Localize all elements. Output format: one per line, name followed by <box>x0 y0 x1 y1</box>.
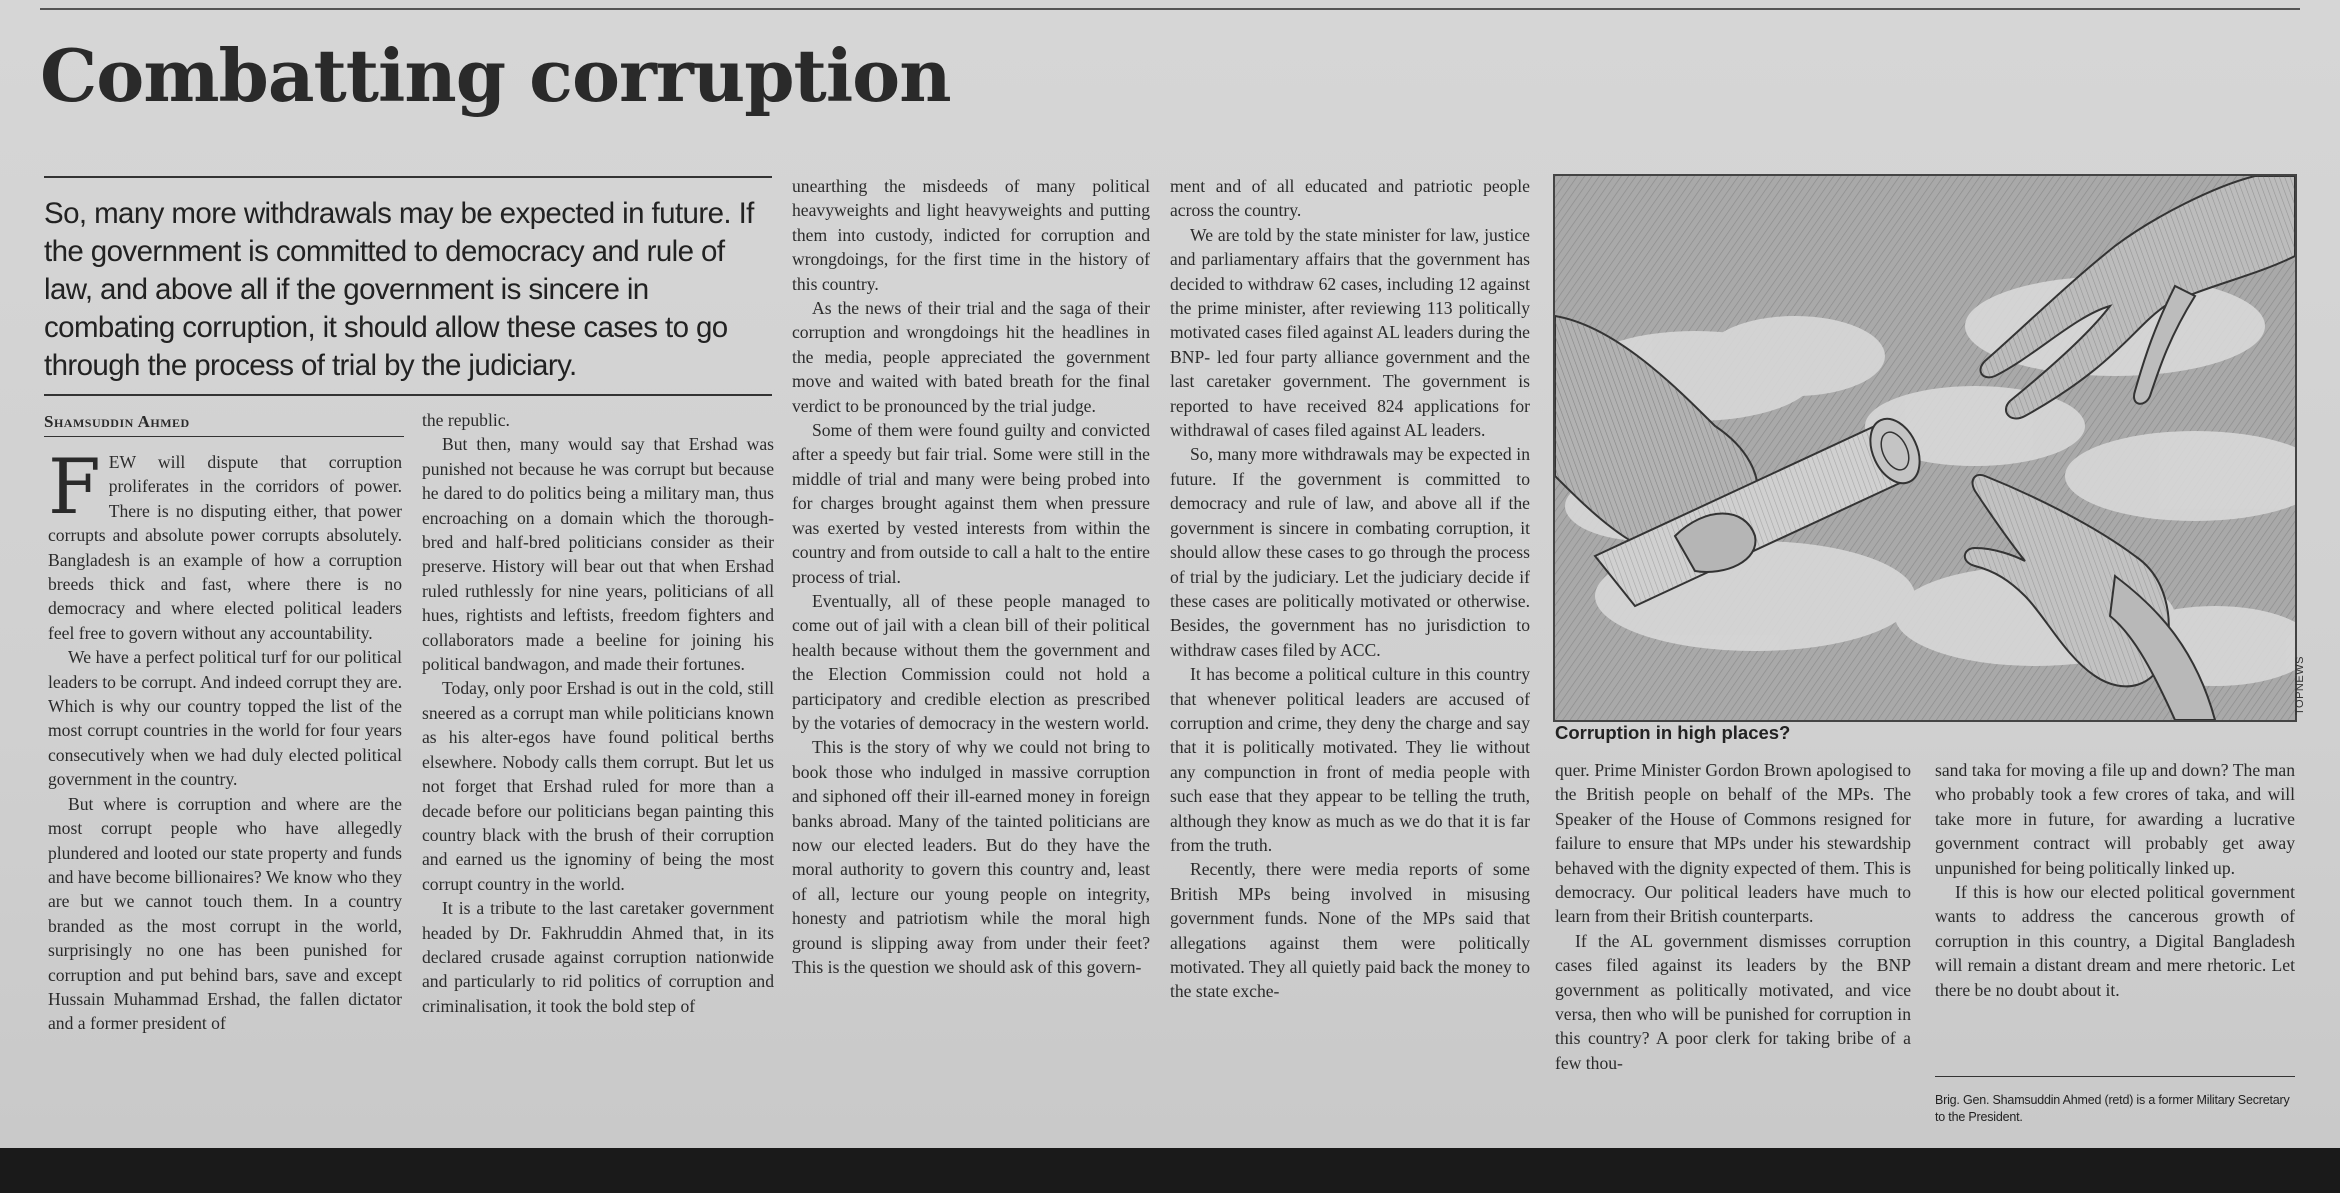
paragraph: But then, many would say that Ershad was punished not because he was corrupt but because he dared to do politics being a military man, thus encroaching on a domain which the thorough-bred and half-bred politicians consider as their preserve. History will bear out that when Ershad ruled ruthlessly for nine years, politicians of all hues, rightists and leftists, freedom fighters and collaborators made a beeline for joining his political bandwagon, and made their fortunes. <box>422 434 774 675</box>
paragraph <box>48 450 402 645</box>
paragraph: Eventually, all of these people managed to come out of jail with a clean bill of their political health because without them the government and the Election Commission could not hold a participatory and credible election as prescribed by the votaries of democracy in the western world. <box>792 590 1150 733</box>
paragraph: This is the story of why we could not bring to book those who indulged in massive corruption and siphoned off their ill-earned money in foreign banks abroad. Many of the tainted politicians are now our elected leaders. But do they have the moral authority to govern this country and, least of all, lecture our young people on integrity, honesty and patriotism while the moral high ground is slipping away from under their feet? This is the question we should ask of this govern- <box>792 737 1150 977</box>
article-column-6 <box>1935 758 2295 1058</box>
paragraph: Recently, there were media reports of some British MPs being involved in misusing government funds. None of the MPs said that allegations against them were politically motivated. They all quietly paid back the money to the state exche- <box>1170 859 1530 1002</box>
bio-rule <box>1935 1076 2295 1077</box>
article-column-4 <box>1170 174 1530 1130</box>
paragraph: Today, only poor Ershad is out in the cold, still sneered as a corrupt man while politicians known as his alter-egos have found political berths elsewhere. Nobody calls them corrupt. But let us not forget that Ershad ruled for more than a decade before our politicians began painting this country black with the brush of their corruption and earned us the ignominy of being the most corrupt country in the world. <box>422 678 774 894</box>
paragraph: sand taka for moving a file up and down? The man who probably took a few crores of taka, and will take more in future, for awarding a lucrative government contract will probably get away unpunished for being politically linked up. <box>1935 760 2295 878</box>
article-column-3 <box>792 174 1150 1130</box>
author-bio: Brig. Gen. Shamsuddin Ahmed (retd) is a former Military Secretary to the President. <box>1935 1093 2290 1124</box>
drop-cap: F <box>48 450 101 531</box>
top-rule <box>40 8 2300 10</box>
article-column-2 <box>422 408 774 1130</box>
pullquote: So, many more withdrawals may be expected in future. If the government is committed to democracy and rule of law, and above all if the government is sincere in combating corruption, it should allow these cases to go through the process of trial by the judiciary. <box>44 197 754 382</box>
pullquote-top-rule <box>44 176 772 178</box>
paragraph: If the AL government dismisses corruption cases filed against its leaders by the BNP government as politically motivated, and vice versa, then who will be punished for corruption in this country? A poor clerk for taking bribe of a few thou- <box>1555 930 1911 1073</box>
paragraph: Some of them were found guilty and convicted after a speedy but fair trial. Some were still in the middle of trial and many were being probed into for charges brought against them when pressure was exerted by vested interests from within the country and from outside to call a halt to the entire process of trial. <box>792 420 1150 587</box>
illustration <box>1553 174 2297 722</box>
paragraph: It has become a political culture in this country that whenever political leaders are accused of corruption and crime, they deny the charge and say that it is politically motivated. They lie without any compunction in front of media people with such ease that they appear to be telling the truth, although they know as much as we do that it is far from the truth. <box>1170 664 1530 855</box>
paragraph: quer. Prime Minister Gordon Brown apologised to the British people on behalf of the MPs. The Speaker of the House of Commons resigned for failure to ensure that MPs under his stewardship behaved with the dignity expected of them. This is democracy. Our political leaders have much to learn from their British counterparts. <box>1555 760 1911 927</box>
article-column-1 <box>48 450 402 1130</box>
paragraph: We have a perfect political turf for our political leaders to be corrupt. And indeed corrupt they are. Which is why our country topped the list of the most corrupt countries in the world for four years consecutively when we had duly elected political government in the country. <box>48 647 402 790</box>
paragraph: unearthing the misdeeds of many political heavyweights and light heavyweights and putting them into custody, indicted for corruption and wrongdoings, for the first time in the history of this country. <box>792 176 1150 294</box>
byline-rule <box>44 436 404 437</box>
paragraph: If this is how our elected political government wants to address the cancerous growth of corruption in this country, a Digital Bangladesh will remain a distant dream and mere rhetoric. Let there be no doubt about it. <box>1935 882 2295 1000</box>
figure-caption: Corruption in high places? <box>1555 722 1791 743</box>
hands-exchanging-money-illustration <box>1555 176 2295 720</box>
article-column-5 <box>1555 758 1911 1130</box>
paragraph: So, many more withdrawals may be expected in future. If the government is committed to democracy and rule of law, and above all if the government is sincere in combating corruption, it should allow these cases to go through the process of trial by the judiciary. Let the judiciary decide if these cases are politically motivated or otherwise. Besides, the government has no jurisdiction to withdraw cases filed by ACC. <box>1170 444 1530 660</box>
paragraph: ment and of all educated and patriotic people across the country. <box>1170 176 1530 221</box>
scan-edge <box>0 1148 2340 1193</box>
byline: Shamsuddin Ahmed <box>44 412 190 431</box>
paragraph: We are told by the state minister for law, justice and parliamentary affairs that the government has decided to withdraw 62 cases, including 12 against the prime minister, after reviewing 113 politically motivated cases filed against AL leaders during the BNP- led four party alliance government and the last caretaker government. The government is reported to have received 824 applications for withdrawal of cases filed against AL leaders. <box>1170 224 1530 441</box>
paragraph: As the news of their trial and the saga of their corruption and wrongdoings hit the headlines in the media, people appreciated the government move and waited with bated breath for the final verdict to be pronounced by the trial judge. <box>792 298 1150 416</box>
paragraph: It is a tribute to the last caretaker government headed by Dr. Fakhruddin Ahmed that, in its declared crusade against corruption nationwide and particularly to rid politics of corruption and criminalisation, it took the bold step of <box>422 898 774 1016</box>
pullquote-bottom-rule <box>44 394 772 396</box>
paragraph: But where is corruption and where are the most corrupt people who have allegedly plundered and looted our state property and funds and have become billionaires? We know who they are but we cannot touch them. In a country branded as the most corrupt in the world, surprisingly no one has been punished for corruption and put behind bars, save and except Hussain Muhammad Ershad, the fallen dictator and a former president of <box>48 793 402 1034</box>
paragraph: the republic. <box>422 410 510 430</box>
headline: Combatting corruption <box>40 33 951 118</box>
paragraph-text: EW will dispute that corruption proliferates in the corridors of power. There is no disputing either, that power corrupts and absolute power corrupts absolutely. Bangladesh is an example of how a corruption breeds thick and fast, where there is no democracy and where elected political leaders feel free to govern without any accountability. <box>48 452 402 643</box>
photo-credit: TOPNEWS <box>2294 656 2306 715</box>
